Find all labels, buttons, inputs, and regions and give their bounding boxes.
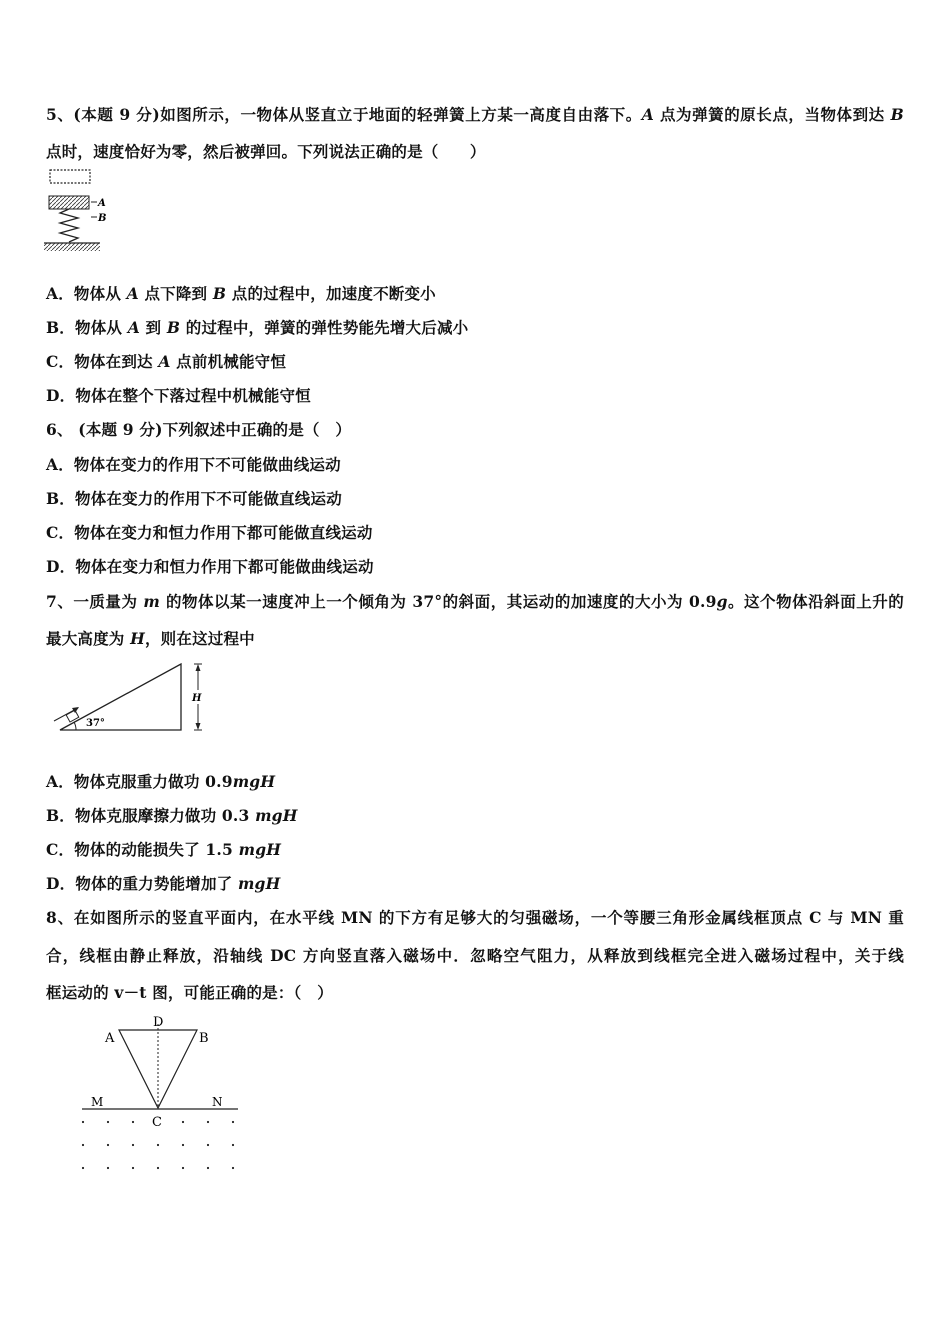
- q7-option-a: A．物体克服重力做功 0.9mgH: [46, 772, 276, 791]
- spring-top-plate: [49, 196, 89, 209]
- q7-option-c: C．物体的动能损失了 1.5 mgH: [46, 840, 282, 859]
- q5-option-b: B．物体从 A 到 B 的过程中，弹簧的弹性势能先增大后减小: [46, 318, 469, 337]
- label-m: M: [91, 1095, 104, 1109]
- fig-label-b: B: [98, 213, 107, 224]
- q5-option-c: C．物体在到达 A 点前机械能守恒: [46, 352, 287, 371]
- q5-option-a: A．物体从 A 点下降到 B 点的过程中，加速度不断变小: [46, 284, 436, 303]
- q6-option-a: A．物体在变力的作用下不可能做曲线运动: [46, 455, 341, 474]
- q5-option-d: D．物体在整个下落过程中机械能守恒: [46, 386, 311, 405]
- q8-triangle-field-figure: [78, 1012, 248, 1186]
- ground-hatch: [44, 243, 100, 251]
- label-a: A: [105, 1031, 115, 1046]
- label-b: B: [199, 1031, 209, 1046]
- q5-stem-line1: 5、(本题 9 分)如图所示，一物体从竖直立于地面的轻弹簧上方某一高度自由落下。A 点为弹簧的原长点，当物体到达 B: [46, 105, 904, 124]
- q8-stem-line1: 8、在如图所示的竖直平面内，在水平线 MN 的下方有足够大的匀强磁场，一个等腰三角形金属线框顶点 C 与 MN 重: [46, 908, 904, 927]
- label-c: C: [152, 1115, 162, 1130]
- falling-object-dashed: [50, 170, 90, 183]
- q5-spring-figure: [44, 166, 124, 262]
- spring-coil: [60, 209, 78, 242]
- incline-triangle: [60, 664, 181, 730]
- label-n: N: [212, 1095, 223, 1109]
- angle-label: 37°: [86, 718, 105, 729]
- q6-option-d: D．物体在变力和恒力作用下都可能做曲线运动: [46, 557, 374, 576]
- q6-option-b: B．物体在变力的作用下不可能做直线运动: [46, 489, 342, 508]
- label-d: D: [153, 1015, 164, 1030]
- height-label: H: [192, 693, 202, 704]
- q8-stem-line2: 合，线框由静止释放，沿轴线 DC 方向竖直落入磁场中．忽略空气阻力，从释放到线框完全进入磁场过程中，关于线: [46, 946, 904, 965]
- q7-stem-line2: 最大高度为 H，则在这过程中: [46, 629, 255, 648]
- q7-incline-figure: [46, 658, 216, 742]
- q5-stem-line2: 点时，速度恰好为零，然后被弹回。下列说法正确的是（ ）: [46, 142, 486, 161]
- q8-stem-line3: 框运动的 v－t 图，可能正确的是：（ ）: [46, 983, 333, 1002]
- q7-option-d: D．物体的重力势能增加了 mgH: [46, 874, 281, 893]
- q6-option-c: C．物体在变力和恒力作用下都可能做直线运动: [46, 523, 373, 542]
- q6-stem: 6、 (本题 9 分)下列叙述中正确的是（ ）: [46, 420, 352, 439]
- q7-stem-line1: 7、一质量为 m 的物体以某一速度冲上一个倾角为 37°的斜面，其运动的加速度的大小为 0.9g。这个物体沿斜面上升的: [46, 592, 904, 611]
- q7-option-b: B．物体克服摩擦力做功 0.3 mgH: [46, 806, 298, 825]
- fig-label-a: A: [98, 198, 106, 209]
